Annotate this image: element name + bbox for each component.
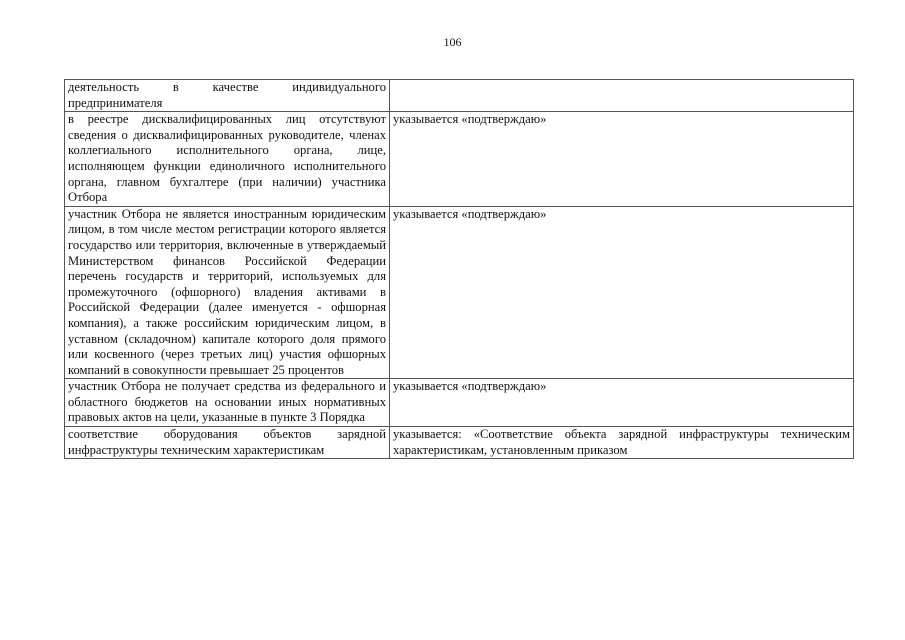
confirmation-cell xyxy=(390,427,854,459)
confirmation-text: указывается: «Соответствие объекта зарядной инфраструктуры техническим характеристикам, установленным приказом xyxy=(393,427,850,457)
confirmation-cell xyxy=(390,379,854,427)
requirement-text: соответствие оборудования объектов зарядной инфраструктуры техническим характеристикам xyxy=(68,427,386,457)
requirement-text: участник Отбора не является иностранным юридическим лицом, в том числе местом регистрации которого является государство или территория, включенные в утверждаемый Министерством финансов Российской Федерации перечень государств и территорий, используемых для промежуточного (офшорного) владения активами в Российской Федерации (далее именуется - офшорная компания), а также российским юридическим лицом, в уставном (складочном) капитале которого доля прямого или косвенного (через третьих лиц) участия офшорных компаний в совокупности превышает 25 процентов xyxy=(68,206,386,377)
requirements-table xyxy=(64,79,854,459)
confirmation-cell xyxy=(390,80,854,112)
confirmation-cell xyxy=(390,112,854,207)
table-row xyxy=(65,80,854,112)
requirement-text: деятельность в качестве индивидуального предпринимателя xyxy=(68,80,386,110)
table-row xyxy=(65,427,854,459)
confirmation-text: указывается «подтверждаю» xyxy=(393,379,547,394)
requirement-cell xyxy=(65,112,390,207)
table-row xyxy=(65,112,854,207)
page-number: 106 xyxy=(443,35,462,49)
requirement-cell xyxy=(65,427,390,459)
confirmation-text: указывается «подтверждаю» xyxy=(393,112,547,127)
confirmation-text: указывается «подтверждаю» xyxy=(393,206,547,221)
requirement-cell xyxy=(65,379,390,427)
table-row xyxy=(65,379,854,427)
requirement-cell xyxy=(65,206,390,379)
requirement-cell xyxy=(65,80,390,112)
table-row xyxy=(65,206,854,379)
requirement-text: участник Отбора не получает средства из федерального и областного бюджетов на основании иных нормативных правовых актов на цели, указанные в пункте 3 Порядка xyxy=(68,379,386,425)
requirement-text: в реестре дисквалифицированных лиц отсутствуют сведения о дисквалифицированных руководителе, членах коллегиального исполнительного органа, лице, исполняющем функции единоличного исполнительного органа, главном бухгалтере (при наличии) участника Отбора xyxy=(68,112,386,205)
confirmation-cell xyxy=(390,206,854,379)
